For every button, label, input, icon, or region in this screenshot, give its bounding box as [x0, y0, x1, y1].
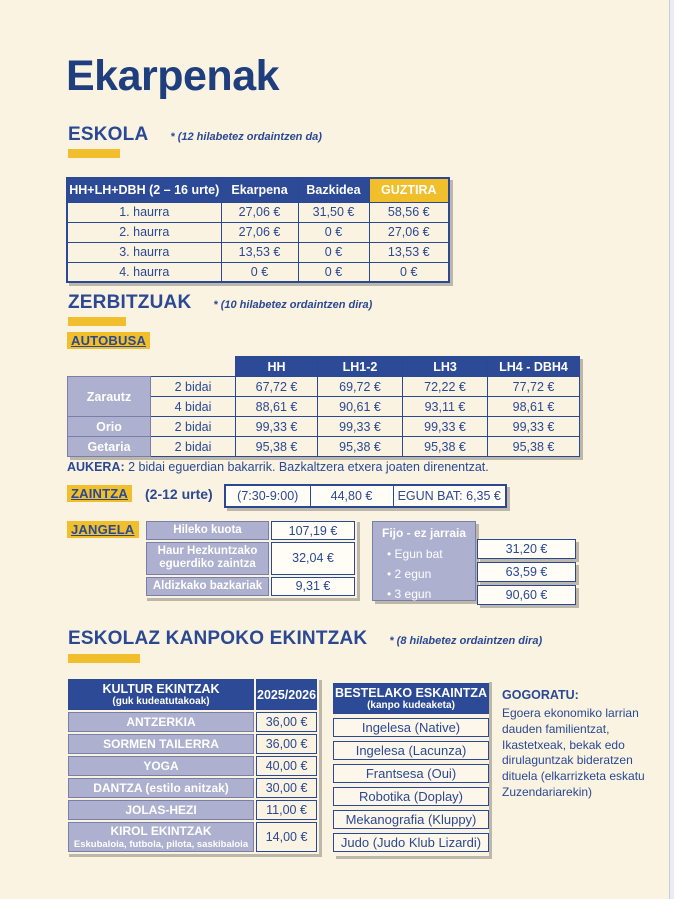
- zerbitzuak-heading-underline: [68, 317, 126, 326]
- fee-cell: 67,72 €: [236, 377, 318, 397]
- ekintzak-heading: ESKOLAZ KANPOKO EKINTZAK: [68, 628, 368, 649]
- activity-label: Judo (Judo Klub Lizardi): [333, 833, 489, 852]
- fee-cell: 72,22 €: [403, 377, 488, 397]
- column-header: LH1-2: [318, 357, 403, 377]
- table-row: [146, 542, 355, 574]
- fee-cell: 93,11 €: [403, 397, 488, 417]
- table-row: [67, 222, 449, 242]
- table-row: [67, 242, 449, 262]
- column-header: [68, 679, 254, 710]
- fee-cell: 99,33 €: [236, 417, 318, 437]
- town-label: Getaria: [68, 437, 151, 457]
- bestelako-eskaintza-table: [333, 679, 489, 856]
- ekintzak-heading-underline: [68, 654, 140, 663]
- fee-cell: 11,00 €: [256, 800, 317, 820]
- fee-cell: 13,53 €: [369, 242, 449, 262]
- fee-cell: 90,60 €: [477, 585, 576, 605]
- empty-cell: [151, 357, 236, 377]
- row-label: Haur Hezkuntzako eguerdiko zaintza: [146, 542, 269, 574]
- table-row: [68, 377, 580, 397]
- table-row: [67, 202, 449, 222]
- activity-label: Robotika (Doplay): [333, 787, 489, 806]
- town-label: Orio: [68, 417, 151, 437]
- zaintza-age-range: (2-12 urte): [145, 486, 213, 502]
- bus-fees-table: [67, 356, 580, 457]
- activity-title: KIROL EKINTZAK: [110, 824, 212, 838]
- fee-cell: 98,61 €: [488, 397, 580, 417]
- table-row: [68, 734, 317, 754]
- eskola-fees-table: [66, 177, 450, 283]
- fee-cell: 99,33 €: [403, 417, 488, 437]
- table-header-row: [68, 357, 580, 377]
- fee-cell: 107,19 €: [271, 521, 355, 540]
- table-header-row: [67, 178, 449, 202]
- fee-cell: 36,00 €: [256, 734, 317, 754]
- column-header: LH3: [403, 357, 488, 377]
- table-header-row: [68, 679, 317, 710]
- fee-cell: 31,50 €: [298, 202, 369, 222]
- fijo-row-label: • 3 egun: [387, 587, 432, 601]
- fee-cell: 77,72 €: [488, 377, 580, 397]
- zaintza-label: ZAINTZA: [67, 485, 132, 502]
- activity-sublabel: Eskubaloia, futbola, pilota, saskibaloia: [73, 839, 249, 850]
- bestelako-title: BESTELAKO ESKAINTZA: [334, 686, 488, 700]
- aukera-label: AUKERA:: [67, 460, 125, 474]
- bestelako-subtitle: (kanpo kudeaketa): [367, 700, 455, 711]
- fee-cell: 90,61 €: [318, 397, 403, 417]
- fijo-header: Fijo - ez jarraia: [381, 526, 467, 540]
- gogoratu-title: GOGORATU:: [502, 688, 579, 702]
- table-row: [68, 756, 317, 776]
- fee-cell: 36,00 €: [256, 712, 317, 732]
- fee-cell: 40,00 €: [256, 756, 317, 776]
- row-label: 3. haurra: [67, 242, 221, 262]
- table-row: [333, 810, 489, 829]
- fee-cell: 0 €: [298, 222, 369, 242]
- table-row: [68, 800, 317, 820]
- fijo-row-label: • Egun bat: [387, 547, 443, 561]
- table-row: [68, 778, 317, 798]
- column-header: LH4 - DBH4: [488, 357, 580, 377]
- fee-cell: 9,31 €: [271, 577, 355, 596]
- column-header: [333, 683, 489, 714]
- table-row: [68, 437, 580, 457]
- fee-cell: 95,38 €: [403, 437, 488, 457]
- trips-label: 2 bidai: [151, 437, 236, 457]
- table-row: [333, 741, 489, 760]
- eskola-heading-underline: [68, 149, 120, 158]
- column-header-total: GUZTIRA: [369, 178, 449, 202]
- table-row: [68, 712, 317, 732]
- fee-cell: 95,38 €: [488, 437, 580, 457]
- zerbitzuak-section-header: [68, 292, 372, 314]
- fee-cell: 0 €: [298, 242, 369, 262]
- zerbitzuak-note: * (10 hilabetez ordaintzen dira): [213, 299, 373, 311]
- fee-cell: 30,00 €: [256, 778, 317, 798]
- table-row: [225, 485, 506, 507]
- town-label: Zarautz: [68, 377, 151, 417]
- kultur-subtitle: (guk kudeatutakoak): [112, 696, 210, 707]
- fee-cell: 31,20 €: [477, 539, 576, 559]
- jangela-fijo-panel: [372, 521, 476, 601]
- activity-label: ANTZERKIA: [68, 712, 254, 732]
- table-row: [68, 417, 580, 437]
- column-header: Ekarpena: [221, 178, 298, 202]
- kultur-ekintzak-table: [66, 677, 319, 854]
- fee-cell: EGUN BAT: 6,35 €: [393, 485, 506, 507]
- page-title: Ekarpenak: [66, 52, 280, 100]
- zaintza-hours: (7:30-9:00): [225, 485, 310, 507]
- eskola-note: * (12 hilabetez ordaintzen da): [170, 131, 322, 143]
- fee-cell: 69,72 €: [318, 377, 403, 397]
- fee-cell: 99,33 €: [318, 417, 403, 437]
- table-row: [333, 833, 489, 852]
- autobusa-label: AUTOBUSA: [67, 332, 150, 349]
- activity-label: Frantsesa (Oui): [333, 764, 489, 783]
- fee-cell: 99,33 €: [488, 417, 580, 437]
- eskola-heading: ESKOLA: [68, 124, 149, 145]
- fee-cell: 27,06 €: [221, 202, 298, 222]
- trips-label: 4 bidai: [151, 397, 236, 417]
- zaintza-fees-table: [224, 484, 507, 508]
- activity-label: Ingelesa (Native): [333, 718, 489, 737]
- column-header: HH: [236, 357, 318, 377]
- gogoratu-reminder: [502, 687, 664, 801]
- aukera-description: 2 bidai eguerdian bakarrik. Bazkaltzera etxera joaten direnentzat.: [124, 460, 489, 474]
- activity-label: JOLAS-HEZI: [68, 800, 254, 820]
- aukera-text: [67, 460, 489, 474]
- fee-cell: 88,61 €: [236, 397, 318, 417]
- activity-label: YOGA: [68, 756, 254, 776]
- eskola-section-header: [68, 124, 322, 146]
- fee-cell: 0 €: [298, 262, 369, 282]
- fijo-row-label: • 2 egun: [387, 567, 432, 581]
- fee-cell: 27,06 €: [221, 222, 298, 242]
- activity-label: Ingelesa (Lacunza): [333, 741, 489, 760]
- jangela-label: JANGELA: [67, 521, 139, 538]
- fee-cell: 0 €: [221, 262, 298, 282]
- activity-label: Mekanografia (Kluppy): [333, 810, 489, 829]
- column-header: Bazkidea: [298, 178, 369, 202]
- activity-label: SORMEN TAILERRA: [68, 734, 254, 754]
- table-row: [146, 521, 355, 540]
- row-label: 2. haurra: [67, 222, 221, 242]
- table-row: [333, 764, 489, 783]
- activity-label: DANTZA (estilo anitzak): [68, 778, 254, 798]
- kultur-title: KULTUR EKINTZAK: [102, 682, 220, 696]
- table-row: [333, 787, 489, 806]
- viewer-page-edge: [669, 0, 674, 899]
- empty-cell: [68, 357, 151, 377]
- row-label: 4. haurra: [67, 262, 221, 282]
- jangela-monthly-table: [144, 519, 357, 598]
- row-label: Hileko kuota: [146, 521, 269, 540]
- fee-cell: 95,38 €: [318, 437, 403, 457]
- fee-cell: 13,53 €: [221, 242, 298, 262]
- row-label: 1. haurra: [67, 202, 221, 222]
- ekintzak-section-header: [68, 628, 542, 650]
- fee-cell: 14,00 €: [256, 822, 317, 852]
- row-label: Aldizkako bazkariak: [146, 577, 269, 596]
- gogoratu-text: Egoera ekonomiko larrian dauden familientzat, Ikastetxeak, bekak edo dirulaguntzak bideratzen dituela (elkarrizketa eskatu Zuzendariarekin): [502, 705, 645, 800]
- fee-cell: 44,80 €: [310, 485, 393, 507]
- table-row: [67, 262, 449, 282]
- zerbitzuak-heading: ZERBITZUAK: [68, 292, 192, 313]
- activity-label: [68, 822, 254, 852]
- trips-label: 2 bidai: [151, 417, 236, 437]
- table-row: [333, 718, 489, 737]
- fee-cell: 58,56 €: [369, 202, 449, 222]
- fee-cell: 95,38 €: [236, 437, 318, 457]
- fee-cell: 0 €: [369, 262, 449, 282]
- table-row: [146, 577, 355, 596]
- table-row: [68, 822, 317, 852]
- fee-cell: 32,04 €: [271, 542, 355, 574]
- table-header-row: [333, 683, 489, 714]
- fee-cell: 63,59 €: [477, 562, 576, 582]
- ekintzak-note: * (8 hilabetez ordaintzen dira): [389, 635, 543, 647]
- fee-cell: 27,06 €: [369, 222, 449, 242]
- column-header: HH+LH+DBH (2 – 16 urte): [67, 178, 221, 202]
- column-header-year: 2025/2026: [256, 679, 317, 710]
- trips-label: 2 bidai: [151, 377, 236, 397]
